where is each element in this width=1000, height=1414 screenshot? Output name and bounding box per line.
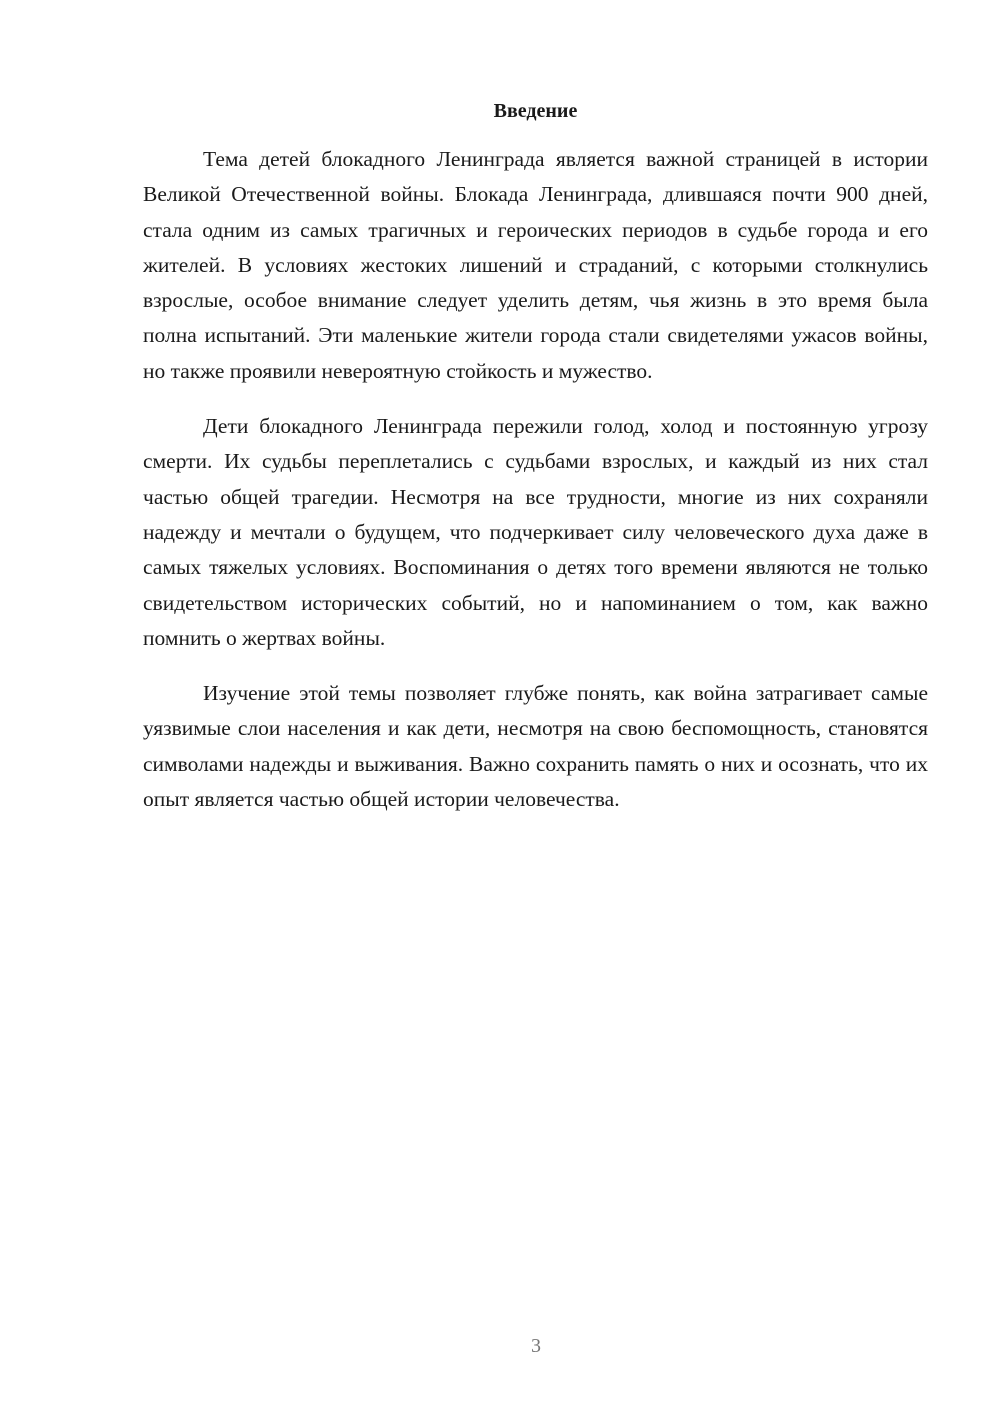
paragraph-2: Дети блокадного Ленинграда пережили голод, холод и постоянную угрозу смерти. Их судьбы переплетались с судьбами взрослых, и каждый из них стал частью общей трагедии. Несмотря на все трудности, многие из них сохраняли надежду и мечтали о будущем, что подчеркивает силу человеческого духа даже в самых тяжелых условиях. Воспоминания о детях того времени являются не только свидетельством исторических событий, но и напоминанием о том, как важно помнить о жертвах войны.	[143, 414, 928, 650]
section-heading: Введение	[493, 100, 578, 122]
document-body	[143, 142, 928, 837]
paragraph-1: Тема детей блокадного Ленинграда является важной страницей в истории Великой Отечественной войны. Блокада Ленинграда, длившаяся почти 900 дней, стала одним из самых трагичных и героических периодов в судьбе города и его жителей. В условиях жестоких лишений и страданий, с которыми столкнулись взрослые, особое внимание следует уделить детям, чья жизнь в это время была полна испытаний. Эти маленькие жители города стали свидетелями ужасов войны, но также проявили невероятную стойкость и мужество.	[143, 147, 928, 383]
paragraph-3: Изучение этой темы позволяет глубже понять, как война затрагивает самые уязвимые слои населения и как дети, несмотря на свою беспомощность, становятся символами надежды и выживания. Важно сохранить память о них и осознать, что их опыт является частью общей истории человечества.	[143, 681, 928, 812]
page-number: 3	[531, 1335, 541, 1357]
